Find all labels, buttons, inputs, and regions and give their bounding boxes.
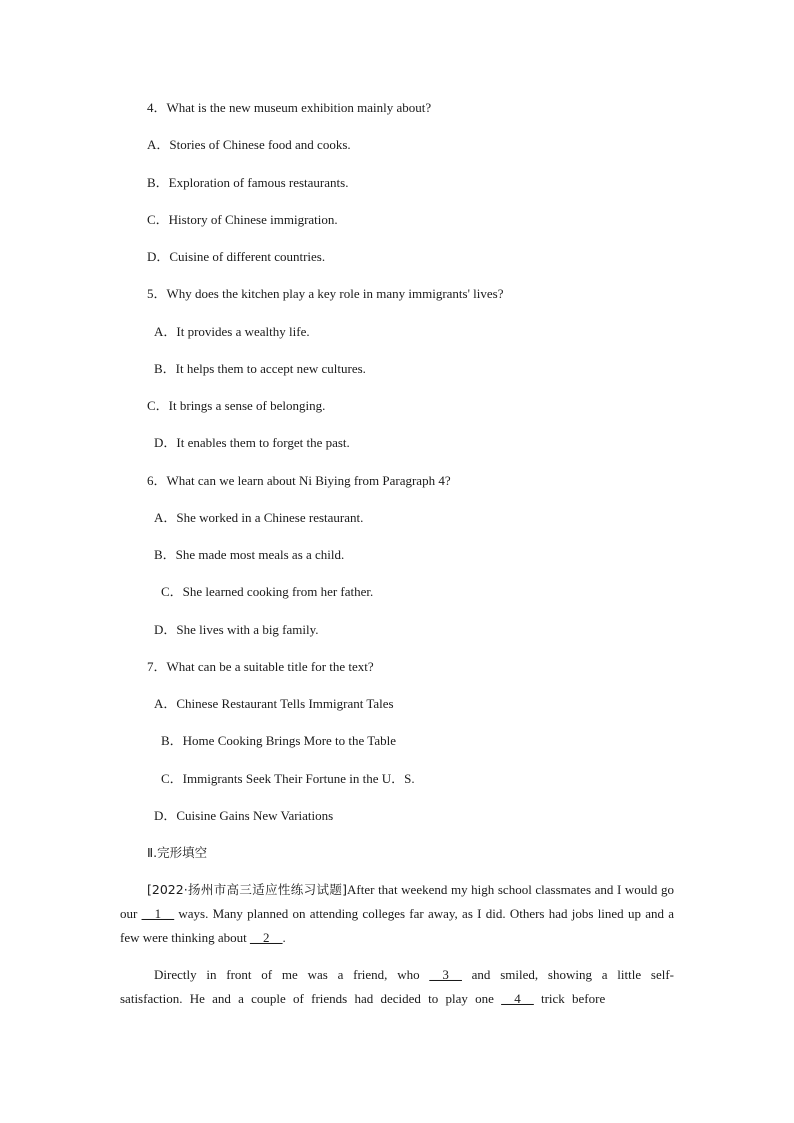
question-6-option-d: D．She lives with a big family. xyxy=(154,622,319,637)
passage-text: trick before xyxy=(533,991,606,1006)
question-6-option-b: B．She made most meals as a child. xyxy=(154,547,345,562)
question-5-option-b: B．It helps them to accept new cultures. xyxy=(154,361,366,376)
question-4-option-a: A．Stories of Chinese food and cooks. xyxy=(147,137,351,152)
question-4-option-b: B．Exploration of famous restaurants. xyxy=(147,175,349,190)
blank-3: __3__ xyxy=(429,967,462,982)
question-4-option-d: D．Cuisine of different countries. xyxy=(147,249,326,264)
cloze-paragraph-1 xyxy=(120,878,674,950)
question-5-option-a: A．It provides a wealthy life. xyxy=(154,324,310,339)
cloze-paragraph-2 xyxy=(120,963,674,1011)
section-heading: Ⅱ.完形填空 xyxy=(147,845,208,860)
passage-text: . xyxy=(282,930,286,945)
question-6-option-a: A．She worked in a Chinese restaurant. xyxy=(154,510,364,525)
question-6-stem: 6．What can we learn about Ni Biying from Paragraph 4? xyxy=(147,473,451,488)
blank-1: __1__ xyxy=(141,906,175,921)
blank-2: __2__ xyxy=(249,930,283,945)
question-5-stem: 5．Why does the kitchen play a key role in many immigrants' lives? xyxy=(147,286,504,301)
question-4-option-c: C．History of Chinese immigration. xyxy=(147,212,338,227)
question-6-option-c: C．She learned cooking from her father. xyxy=(161,584,374,599)
question-7-option-d: D．Cuisine Gains New Variations xyxy=(154,808,334,823)
blank-4: __4__ xyxy=(501,991,534,1006)
passage-text: Directly in front of me was a friend, who xyxy=(154,967,430,982)
passage-text: and smiled, showing a little self-satisfaction. He and a couple of friends had decided to play one xyxy=(120,967,674,1006)
question-7-option-b: B．Home Cooking Brings More to the Table xyxy=(161,733,396,748)
question-5-option-c: C．It brings a sense of belonging. xyxy=(147,398,326,413)
question-7-stem: 7．What can be a suitable title for the text? xyxy=(147,659,374,674)
passage-text: After that weekend my high school classmates and I would go our xyxy=(120,882,674,921)
question-5-option-d: D．It enables them to forget the past. xyxy=(154,435,350,450)
question-7-option-a: A．Chinese Restaurant Tells Immigrant Tales xyxy=(154,696,394,711)
question-4-stem: 4．What is the new museum exhibition mainly about? xyxy=(147,100,432,115)
passage-text: ways. Many planned on attending colleges far away, as I did. Others had jobs lined up and a few were thinking about xyxy=(120,906,674,945)
passage-source: [2022·扬州市高三适应性练习试题] xyxy=(147,882,348,897)
question-7-option-c: C．Immigrants Seek Their Fortune in the U．S. xyxy=(161,771,415,786)
